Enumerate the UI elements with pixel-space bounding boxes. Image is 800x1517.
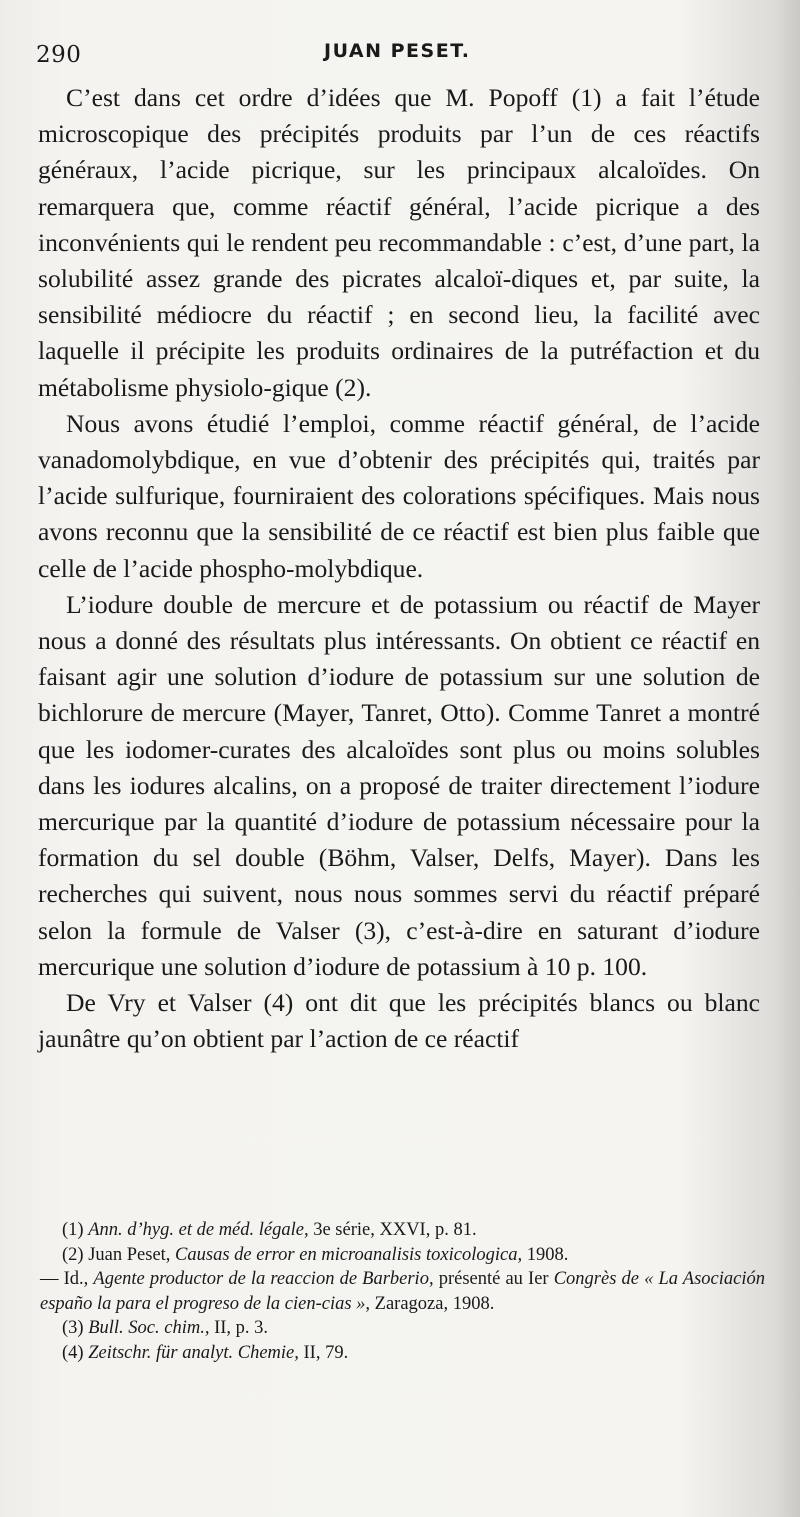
- paragraph-vanadomolybdique: Nous avons étudié l’emploi, comme réactif général, de l’acide vanadomolybdique, en vue d’obtenir des précipités qui, traités par l’acide sulfurique, fourniraient des colorations spécifiques. Mais nous avons reconnu que la sensibilité de ce réactif est bien plus faible que celle de l’acide phospho-molybdique.: [38, 408, 760, 583]
- page-number: 290: [36, 42, 82, 68]
- running-head: JUAN PESET.: [324, 40, 471, 62]
- footnote-3-rest: II, p. 3.: [214, 1318, 269, 1338]
- footnote-2-author: Juan Peset,: [88, 1244, 171, 1265]
- footnote-2-continued: [40, 1267, 765, 1316]
- footnote-2: [40, 1243, 765, 1268]
- footnote-1-rest: 3e série, XXVI, p. 81.: [313, 1220, 477, 1240]
- footnote-2-place: Zaragoza, 1908.: [374, 1293, 495, 1314]
- footnote-4-rest: II, 79.: [303, 1342, 349, 1363]
- footnote-1-title: Ann. d’hyg. et de méd. légale,: [88, 1220, 309, 1240]
- footnote-3-title: Bull. Soc. chim.,: [88, 1318, 210, 1338]
- footnote-2-title2: Agente productor de la reaccion de Barberio,: [93, 1269, 434, 1289]
- footnote-2-dash: — Id.,: [40, 1269, 89, 1289]
- page-header: [36, 30, 766, 80]
- footnote-2-marker: (2): [62, 1244, 84, 1265]
- paragraph-iodure-mayer: L’iodure double de mercure et de potassium ou réactif de Mayer nous a donné des résultats plus intéressants. On obtient ce réactif en faisant agir une solution d’iodure de potassium sur une solution de bichlorure de mercure (Mayer, Tanret, Otto). Comme Tanret a montré que les iodomer-curates des alcaloïdes sont plus ou moins solubles dans les iodures alcalins, on a proposé de traiter directement l’iodure mercurique par la quantité d’iodure de potassium nécessaire pour la formation du sel double (Böhm, Valser, Delfs, Mayer). Dans les recherches qui suivent, nous nous sommes servi du réactif préparé selon la formule de Valser (3), c’est-à-dire en saturant d’iodure mercurique une solution d’iodure de potassium à 10 p. 100.: [38, 589, 760, 981]
- footnote-3-marker: (3): [62, 1318, 84, 1338]
- footnote-4-marker: (4): [62, 1342, 84, 1363]
- footnote-4-title: Zeitschr. für analyt. Chemie,: [88, 1342, 299, 1363]
- footnote-2-title: Causas de error en microanalisis toxicologica,: [175, 1244, 523, 1265]
- body-text: [38, 80, 760, 1057]
- footnote-3: [40, 1316, 765, 1341]
- paragraph-popoff: C’est dans cet ordre d’idées que M. Popoff (1) a fait l’étude microscopique des précipités produits par l’un de ces réactifs généraux, l’acide picrique, sur les principaux alcaloïdes. On remarquera que, comme réactif général, l’acide picrique a des inconvénients qui le rendent peu recommandable : c’est, d’une part, la solubilité assez grande des picrates alcaloï-diques et, par suite, la sensibilité médiocre du réactif ; en second lieu, la facilité avec laquelle il précipite les produits ordinaires de la putréfaction et du métabolisme physiolo-gique (2).: [38, 83, 760, 402]
- footnote-2-congress: Congrès de « La Asociación españo la para el progreso de la cien-cias »,: [40, 1269, 765, 1314]
- footnotes: [40, 1218, 765, 1365]
- footnote-2-presented: présenté au Ier: [438, 1269, 549, 1289]
- footnote-2-year: 1908.: [526, 1244, 569, 1265]
- paragraph-de-vry: De Vry et Valser (4) ont dit que les précipités blancs ou blanc jaunâtre qu’on obtient par l’action de ce réactif: [38, 988, 760, 1054]
- footnote-4: [40, 1341, 765, 1366]
- footnote-1: [40, 1218, 765, 1243]
- footnote-1-marker: (1): [62, 1220, 84, 1240]
